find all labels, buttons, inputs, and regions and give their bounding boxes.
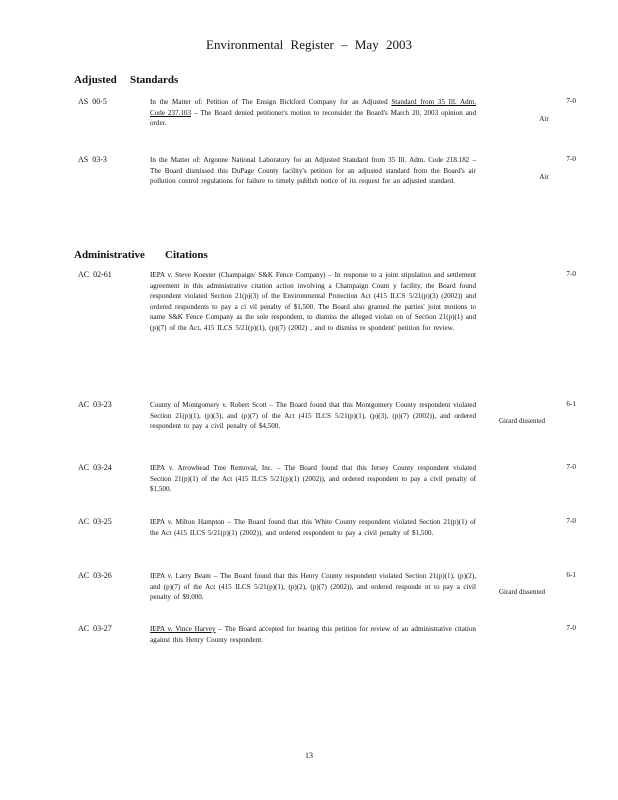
- case-description: [150, 517, 476, 538]
- page-title: Environmental Register – May 2003: [206, 37, 412, 52]
- description-rest: – The Board accepted for hearing this petition for review of an administrative citation against this Henry County respondent.: [150, 625, 476, 644]
- vote-count: 7-0: [566, 270, 576, 278]
- section-heading-left: Administrative: [74, 249, 145, 261]
- vote-note: Girard dissented: [498, 417, 546, 425]
- description-text: IEPA v. Milton Hampton – The Board found that this White County respondent violated Section 21(p)(1) of the Act (415 ILCS 5/21(p)(1) (2002)), and ordered respondent to pay a civil penalty of $1,500.: [150, 518, 476, 537]
- vote-count: 7-0: [566, 155, 576, 163]
- vote-count: 6-1: [566, 400, 576, 408]
- case-number: AC 03-27: [78, 624, 112, 633]
- description-text: IEPA v. Arrowhead Tree Removal, Inc. – The Board found that this Jersey County respondent violated Section 21(p)(1) of the Act (415 ILCS 5/21(p)(1) (2002)), and ordered respondent to pay a civil penalty of $1,500.: [150, 464, 476, 494]
- vote-note: Girard dissented: [498, 588, 546, 596]
- vote-count: 7-0: [566, 463, 576, 471]
- page-number: 13: [305, 751, 313, 760]
- case-number: AC 03-25: [78, 517, 112, 526]
- case-number: AC 03-24: [78, 463, 112, 472]
- section-heading-right: Citations: [165, 249, 208, 261]
- vote-note: Air: [539, 115, 549, 123]
- vote-count: 7-0: [566, 624, 576, 632]
- section-heading-adjusted-standards: [74, 74, 178, 86]
- description-text: County of Montgomery v. Robert Scott – The Board found that this Montgomery County respondent violated Section 21(p)(1), (p)(3), and (p)(7) of the Act (415 ILCS 5/21(p)(1), (p)(3), (p)(7) (2002)), and ordered respondent to pay a civil penalty of $4,500.: [150, 401, 476, 431]
- case-number: AS 03-3: [78, 155, 107, 164]
- case-description: [150, 400, 476, 432]
- case-number: AC 02-61: [78, 270, 112, 279]
- section-heading-administrative-citations: [74, 249, 208, 261]
- case-number: AC 03-26: [78, 571, 112, 580]
- case-description: [150, 97, 476, 129]
- description-underlined: Standard from 35 Ill. Adm. Code 237.103: [150, 98, 477, 117]
- description-text: IEPA v. Steve Koester (Champaign/ S&K Fence Company) – In response to a joint stipulation and settlement agreement in this administrative citation action involving a Champaign Count y facility, the Board found respondent violated Section 21(p)(3) of the Environmental Protection Act (415 ILCS 5/21(p)(3) (2002)) and ordered respondents to pay a ci vil penalty of $1,500. The Board also granted the parties' joint motions to name S&K Fence Company as the sole respondent, to dismiss the alleged violati on of Section 21(p)(1) and (p)(7) of the Act, 415 ILCS 5/21(p)(1), (p)(7) (2002) , and to dismiss re spondent' petition for review.: [150, 271, 476, 332]
- section-heading-left: Adjusted: [74, 74, 117, 86]
- description-rest: – The Board denied petitioner's motion to reconsider the Board's March 20, 2003 opinion and order.: [150, 108, 476, 128]
- case-description: [150, 463, 476, 495]
- case-description: [150, 270, 476, 334]
- case-description: [150, 155, 476, 187]
- description-underlined: IEPA v. Vince Harvey: [150, 625, 216, 633]
- vote-count: 7-0: [566, 97, 576, 105]
- vote-note: Air: [539, 173, 549, 181]
- case-number: AS 00-5: [78, 97, 107, 106]
- description-text: In the Matter of: Argonne National Laboratory for an Adjusted Standard from 35 Ill. Adm. Code 218.182 – The Board dismissed this DuPage County facility's petition for an adjusted standard from the Board's air pollution control regulations for failure to timely publish notice of its request for an adjusted standard.: [150, 156, 476, 186]
- vote-count: 7-0: [566, 517, 576, 525]
- description-text: In the Matter of: Petition of The Ensign Bickford Company for an Adjusted: [150, 98, 392, 106]
- vote-count: 6-1: [566, 571, 576, 579]
- case-description: [150, 624, 476, 645]
- section-heading-right: Standards: [130, 74, 179, 86]
- case-description: [150, 571, 476, 603]
- description-text: IEPA v. Larry Beam – The Board found that this Henry County respondent violated Section 21(p)(1), (p)(2), and (p)(7) of the Act (415 ILCS 5/21(p)(1), (p)(2), (p)(7) (2002)), and ordered responde nt to pay a civil penalty of $9,000.: [150, 572, 476, 602]
- case-number: AC 03-23: [78, 400, 112, 409]
